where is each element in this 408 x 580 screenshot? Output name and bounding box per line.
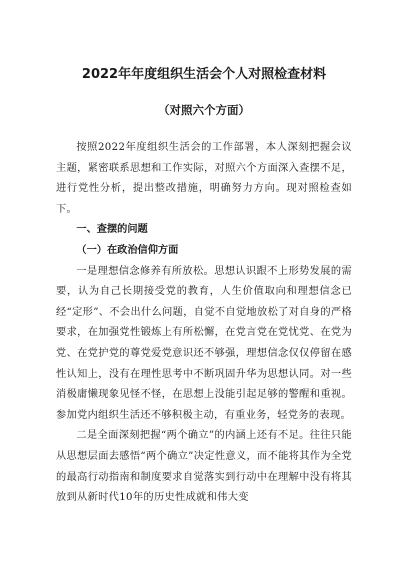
- paragraph-1: 一是理想信念修养有所放松。思想认识跟不上形势发展的需要，认为自己长期接受党的教育，人生价值取向和理想信念已经“定形”、不会出什么问题，自觉不自觉地放松了对自身的严格要求，在加强党性锻炼上有所松懈，在党言党在党忧党、在党为党、在党护党的尊党爱党意识还不够强，理想信念仅仅停留在感性认知上，没有在理性思考中不断巩固升华为思想认同。对一些消极庸懒现象见怪不怪，在思想上没能引起足够的警醒和重视。参加党内组织生活还不够积极主动，有重业务，轻党务的表现。: [56, 265, 352, 421]
- paragraph-2: 二是全面深刻把握“两个确立”的内涵上还有不足。往往只能从思想层面去感悟“两个确立”决定性意义，而不能将其作为全党的最高行动指南和制度要求自觉落实到行动中在理解中没有将其放到从新时代10年的历史性成就和伟大变: [56, 430, 352, 504]
- document-title: 2022年年度组织生活会个人对照检查材料: [81, 67, 327, 82]
- document-subtitle: （对照六个方面）: [158, 103, 250, 117]
- intro-paragraph: 按照2022年度组织生活会的工作部署，本人深刻把握会议主题，紧密联系思想和工作实际，对照六个方面深入查摆不足，进行党性分析，提出整改措施，明确努力方向。现对照检查如下。: [56, 142, 352, 215]
- document-body: [56, 138, 352, 509]
- subsection-heading: （一）在政治信仰方面: [76, 244, 179, 256]
- section-heading: 一、查摆的问题: [76, 224, 148, 236]
